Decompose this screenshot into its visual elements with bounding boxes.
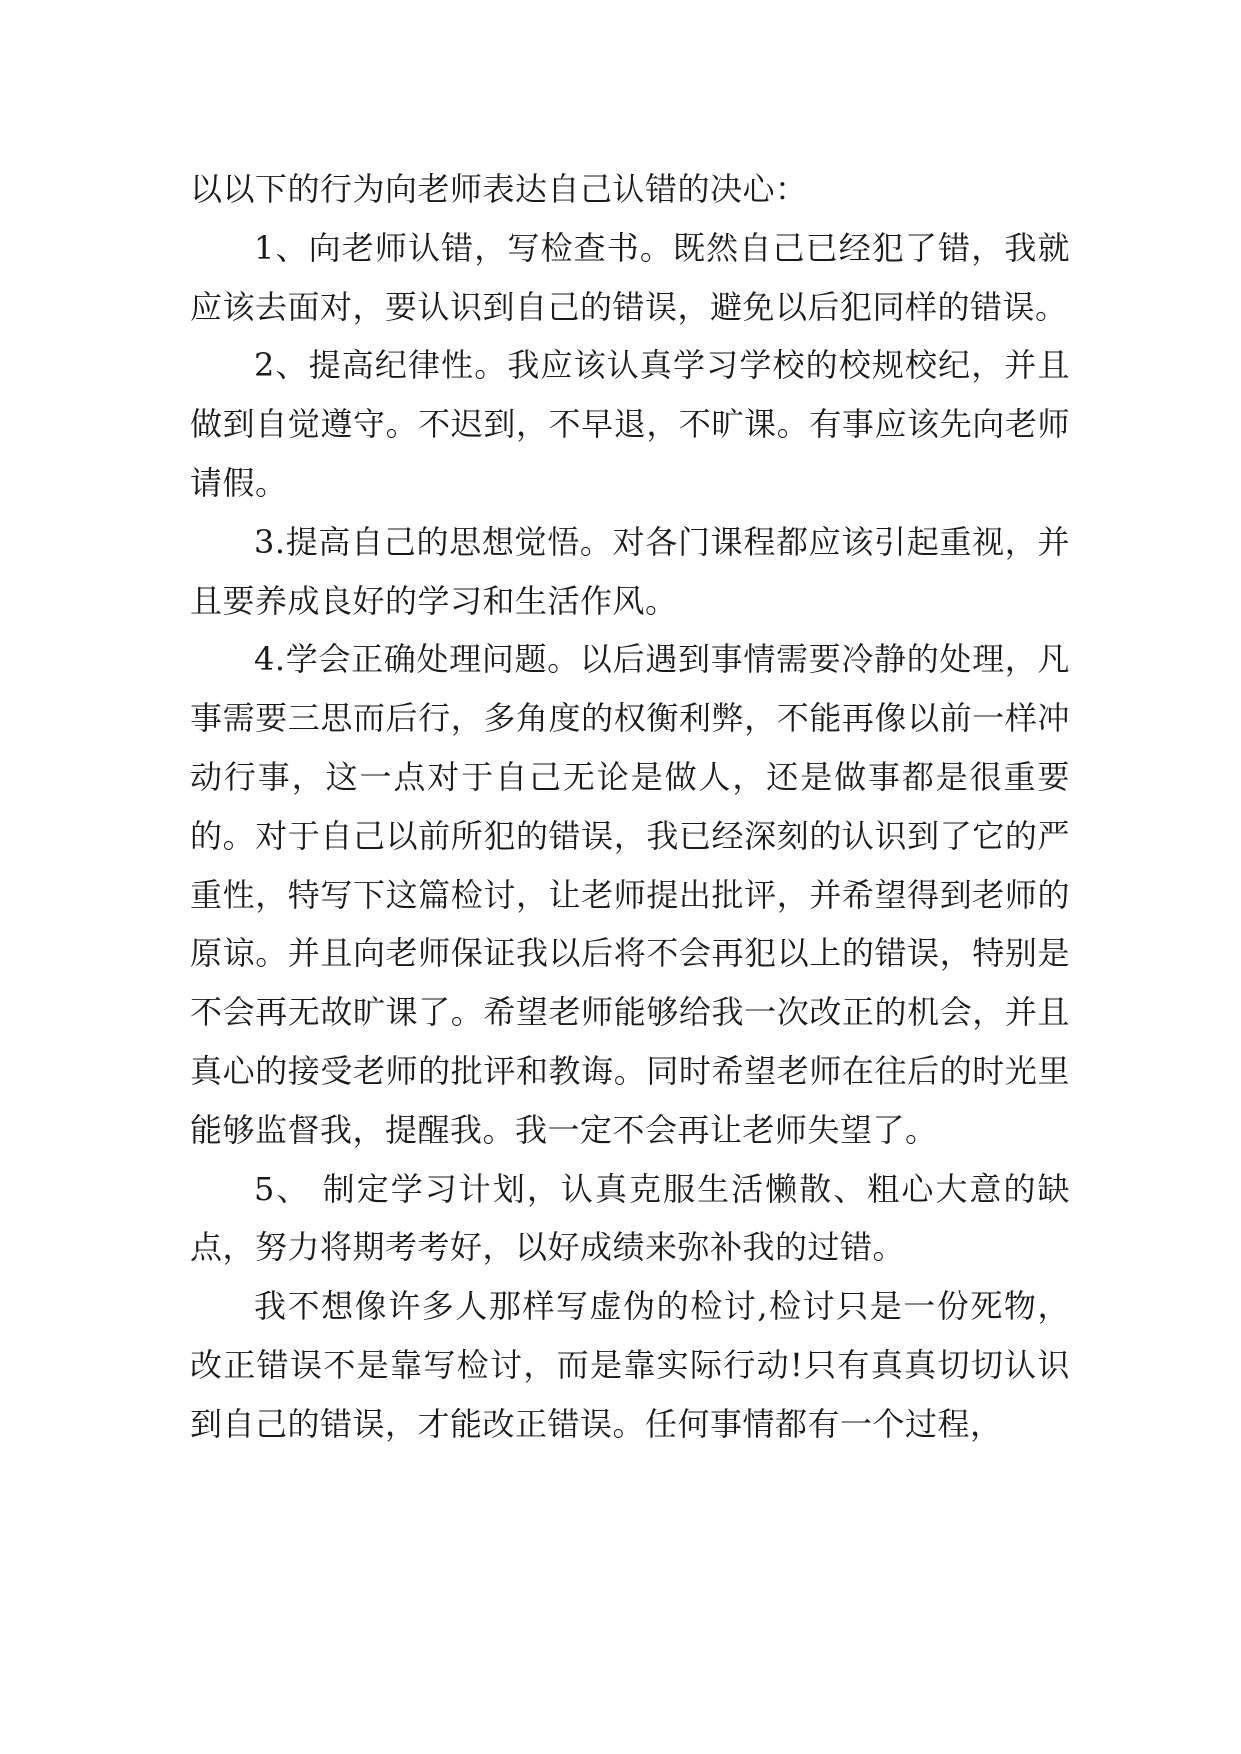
paragraph-item-1: 1、向老师认错，写检查书。既然自己已经犯了错，我就应该去面对，要认识到自己的错误，避免以后犯同样的错误。 xyxy=(190,228,1070,326)
paragraph-item-3: 3.提高自己的思想觉悟。对各门课程都应该引起重视，并且要养成良好的学习和生活作风。 xyxy=(190,522,1070,620)
document-body xyxy=(190,160,1070,1454)
paragraph-item-5: 5、 制定学习计划，认真克服生活懒散、粗心大意的缺点，努力将期考考好，以好成绩来弥补我的过错。 xyxy=(190,1169,1070,1267)
paragraph-closing: 我不想像许多人那样写虚伪的检讨,检讨只是一份死物，改正错误不是靠写检讨，而是靠实际行动!只有真真切切认识到自己的错误，才能改正错误。任何事情都有一个过程， xyxy=(190,1287,1070,1443)
paragraph-item-2: 2、提高纪律性。我应该认真学习学校的校规校纪，并且做到自觉遵守。不迟到，不早退，不旷课。有事应该先向老师请假。 xyxy=(190,346,1070,502)
paragraph-item-4: 4.学会正确处理问题。以后遇到事情需要冷静的处理，凡事需要三思而后行，多角度的权衡利弊，不能再像以前一样冲动行事，这一点对于自己无论是做人，还是做事都是很重要的。对于自己以前所犯的错误，我已经深刻的认识到了它的严重性，特写下这篇检讨，让老师提出批评，并希望得到老师的原谅。并且向老师保证我以后将不会再犯以上的错误，特别是不会再无故旷课了。希望老师能够给我一次改正的机会，并且真心的接受老师的批评和教诲。同时希望老师在往后的时光里能够监督我，提醒我。我一定不会再让老师失望了。 xyxy=(190,640,1070,1149)
paragraph-intro: 以以下的行为向老师表达自己认错的决心： xyxy=(190,170,808,208)
